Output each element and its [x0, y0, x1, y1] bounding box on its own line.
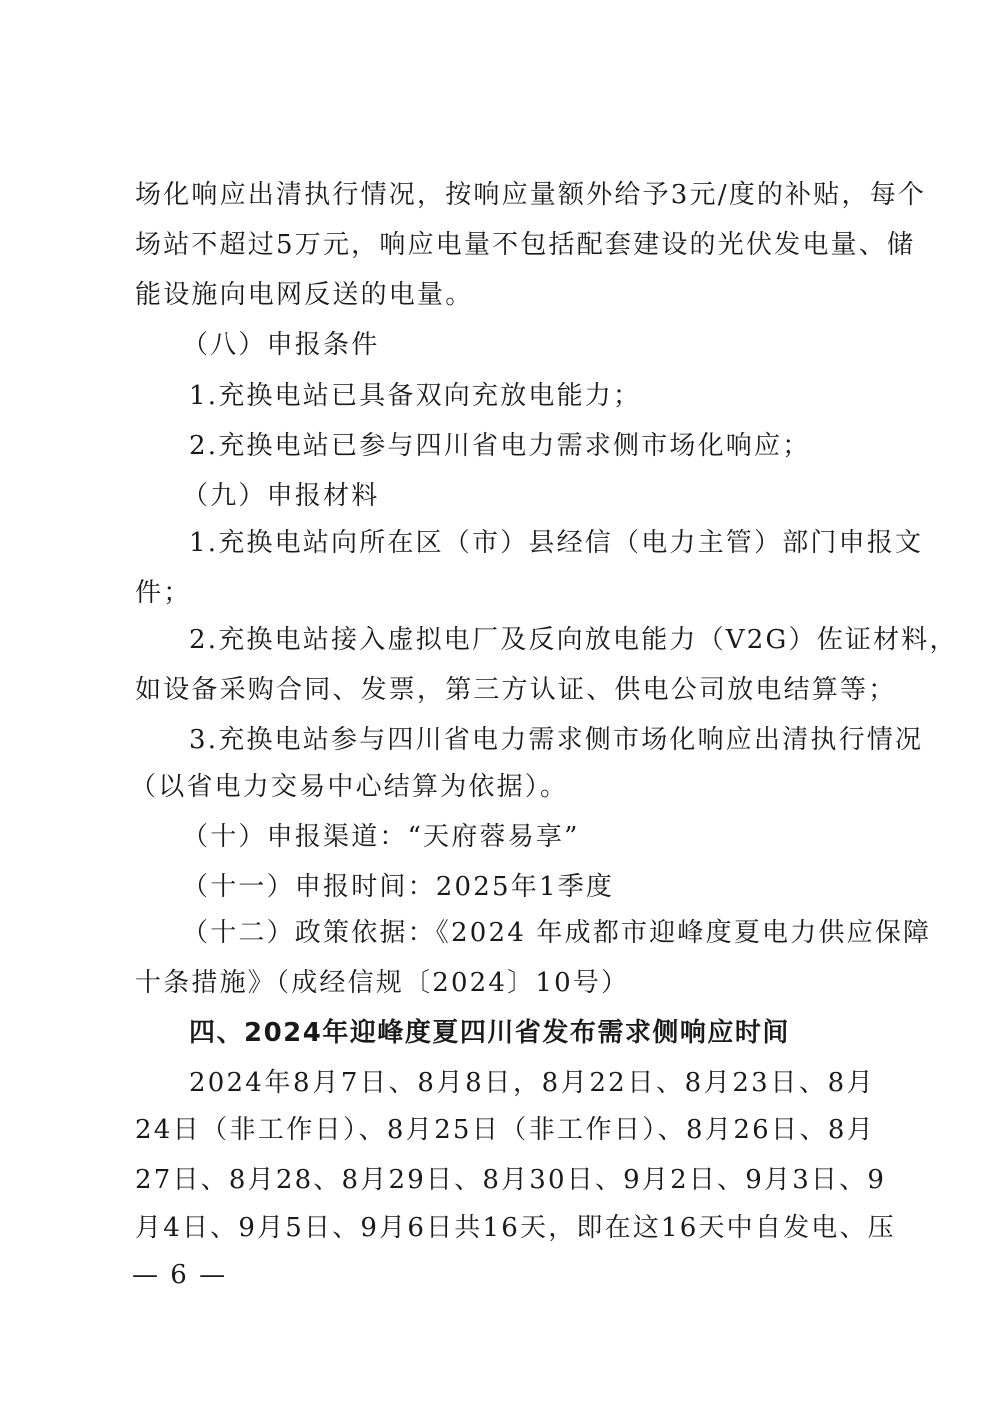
- list-item: 2.充换电站接入虚拟电厂及反向放电能力（V2G）佐证材料，: [189, 625, 958, 655]
- list-item-continued: （以省电力交易中心结算为依据）。: [130, 772, 569, 802]
- list-item: 1.充换电站已具备双向充放电能力；: [189, 381, 642, 411]
- section-heading: （十）申报渠道：“天府蓉易享”: [182, 822, 580, 852]
- list-item-continued: 如设备采购合同、发票，第三方认证、供电公司放电结算等；: [135, 675, 897, 705]
- section-heading: （九）申报材料: [182, 481, 380, 511]
- section-heading: （十二）政策依据：《2024 年成都市迎峰度夏电力供应保障: [182, 918, 932, 948]
- list-item: 2.充换电站已参与四川省电力需求侧市场化响应；: [189, 431, 811, 461]
- body-line: 能设施向电网反送的电量。: [135, 280, 474, 310]
- section-heading: （八）申报条件: [182, 330, 380, 360]
- list-item: 1.充换电站向所在区（市）县经信（电力主管）部门申报文: [189, 528, 924, 558]
- section-heading: （十一）申报时间：2025年1季度: [182, 872, 615, 902]
- body-line: 24日（非工作日）、8月25日（非工作日）、8月26日、8月: [135, 1115, 875, 1145]
- chapter-heading: 四、2024年迎峰度夏四川省发布需求侧响应时间: [189, 1018, 790, 1048]
- list-item-continued: 件；: [135, 578, 192, 608]
- body-line: 十条措施》（成经信规〔2024〕10号）: [135, 968, 630, 998]
- page-number: — 6 —: [132, 1260, 228, 1290]
- body-line: 月4日、9月5日、9月6日共16天，即在这16天中自发电、压: [135, 1213, 896, 1243]
- body-line: 场站不超过5万元，响应电量不包括配套建设的光伏发电量、储: [135, 230, 916, 260]
- body-line: 场化响应出清执行情况，按响应量额外给予3元/度的补贴，每个: [135, 180, 927, 210]
- body-line: 2024年8月7日、8月8日，8月22日、8月23日、8月: [189, 1068, 875, 1098]
- list-item: 3.充换电站参与四川省电力需求侧市场化响应出清执行情况: [189, 725, 924, 755]
- body-line: 27日、8月28、8月29日、8月30日、9月2日、9月3日、9: [135, 1165, 887, 1195]
